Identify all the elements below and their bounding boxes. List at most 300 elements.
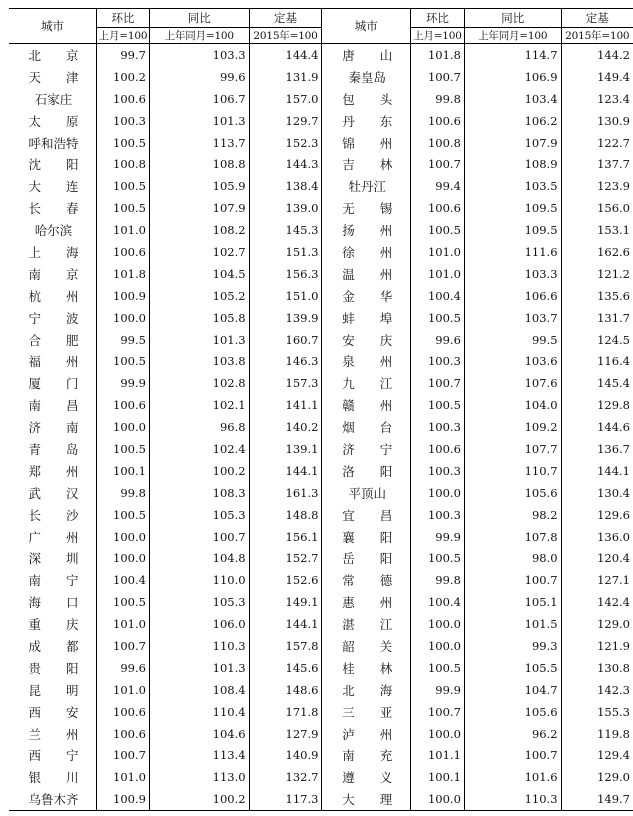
mom-value-right: 100.0 — [410, 482, 464, 504]
table-row — [9, 132, 633, 154]
yoy-value-left: 106.0 — [149, 613, 249, 635]
fixed-value-right: 129.0 — [561, 766, 633, 788]
table-row — [9, 526, 633, 548]
fixed-value-right: 153.1 — [561, 219, 633, 241]
fixed-value-left: 144.1 — [249, 460, 322, 482]
yoy-value-left: 110.3 — [149, 635, 249, 657]
header-row-main — [9, 9, 633, 28]
fixed-value-left: 152.7 — [249, 547, 322, 569]
city-name-left: 郑 州 — [28, 463, 79, 479]
fixed-value-left: 144.3 — [249, 153, 322, 175]
yoy-value-left: 113.7 — [149, 132, 249, 154]
fixed-value-left: 171.8 — [249, 701, 322, 723]
table-row — [9, 197, 633, 219]
mom-value-left: 99.8 — [97, 482, 150, 504]
fixed-value-left: 157.3 — [249, 372, 322, 394]
fixed-value-left: 141.1 — [249, 394, 322, 416]
header-yoy-base-right: 上年同月=100 — [464, 28, 561, 44]
table-row — [9, 547, 633, 569]
city-name-right: 金 华 — [322, 285, 411, 307]
fixed-value-right: 137.7 — [561, 153, 633, 175]
mom-value-left: 100.7 — [97, 745, 150, 767]
city-name-right: 牡丹江 — [322, 175, 411, 197]
mom-value-left: 99.7 — [97, 44, 150, 66]
yoy-value-left: 105.3 — [149, 591, 249, 613]
mom-value-right: 100.7 — [410, 372, 464, 394]
city-name-left: 南 昌 — [28, 398, 79, 414]
yoy-value-left: 101.3 — [149, 657, 249, 679]
mom-value-left: 101.0 — [97, 766, 150, 788]
yoy-value-right: 104.7 — [464, 679, 561, 701]
table-row — [9, 110, 633, 132]
mom-value-left: 100.6 — [97, 723, 150, 745]
mom-value-right: 100.5 — [410, 547, 464, 569]
mom-value-left: 101.0 — [97, 613, 150, 635]
price-index-table-container — [9, 8, 633, 811]
mom-value-left: 100.0 — [97, 307, 150, 329]
city-name-left: 贵 阳 — [28, 660, 79, 676]
city-name-left: 天 津 — [28, 69, 79, 85]
city-name-right: 北 海 — [322, 679, 411, 701]
yoy-value-left: 113.0 — [149, 766, 249, 788]
fixed-value-right: 136.0 — [561, 526, 633, 548]
table-row — [9, 701, 633, 723]
yoy-value-right: 105.6 — [464, 482, 561, 504]
yoy-value-left: 108.4 — [149, 679, 249, 701]
fixed-value-left: 129.7 — [249, 110, 322, 132]
table-row — [9, 679, 633, 701]
fixed-value-left: 144.4 — [249, 44, 322, 66]
city-name-left: 昆 明 — [28, 682, 79, 698]
yoy-value-right: 99.5 — [464, 329, 561, 351]
yoy-value-right: 103.7 — [464, 307, 561, 329]
fixed-value-right: 162.6 — [561, 241, 633, 263]
mom-value-left: 101.0 — [97, 679, 150, 701]
yoy-value-right: 114.7 — [464, 44, 561, 66]
city-name-left: 上 海 — [28, 244, 79, 260]
yoy-value-left: 104.5 — [149, 263, 249, 285]
yoy-value-left: 105.8 — [149, 307, 249, 329]
city-name-left: 青 岛 — [28, 441, 79, 457]
mom-value-left: 100.5 — [97, 350, 150, 372]
city-name-left: 兰 州 — [28, 726, 79, 742]
fixed-value-right: 144.2 — [561, 44, 633, 66]
header-city-left: 城市 — [9, 9, 97, 44]
table-row — [9, 175, 633, 197]
city-name-right: 扬 州 — [322, 219, 411, 241]
fixed-value-left: 160.7 — [249, 329, 322, 351]
mom-value-right: 101.0 — [410, 241, 464, 263]
mom-value-right: 101.0 — [410, 263, 464, 285]
mom-value-right: 100.1 — [410, 766, 464, 788]
yoy-value-left: 108.3 — [149, 482, 249, 504]
yoy-value-left: 102.8 — [149, 372, 249, 394]
yoy-value-left: 103.8 — [149, 350, 249, 372]
table-row — [9, 350, 633, 372]
city-name-left: 长 春 — [28, 201, 79, 217]
mom-value-right: 101.8 — [410, 44, 464, 66]
city-name-left: 大 连 — [28, 179, 79, 195]
header-mom-left: 环比 — [97, 9, 150, 28]
fixed-value-left: 139.9 — [249, 307, 322, 329]
fixed-value-right: 155.3 — [561, 701, 633, 723]
city-name-right: 蚌 埠 — [322, 307, 411, 329]
fixed-value-left: 157.0 — [249, 88, 322, 110]
city-name-right: 无 锡 — [322, 197, 411, 219]
city-name-right: 泸 州 — [322, 723, 411, 745]
mom-value-left: 100.6 — [97, 241, 150, 263]
mom-value-right: 100.0 — [410, 788, 464, 810]
city-name-left: 太 原 — [28, 113, 79, 129]
city-name-left: 呼和浩特 — [28, 135, 79, 151]
mom-value-left: 101.0 — [97, 219, 150, 241]
fixed-value-left: 152.6 — [249, 569, 322, 591]
fixed-value-left: 138.4 — [249, 175, 322, 197]
fixed-value-right: 142.4 — [561, 591, 633, 613]
fixed-value-left: 149.1 — [249, 591, 322, 613]
fixed-value-left: 148.8 — [249, 504, 322, 526]
city-name-right: 烟 台 — [322, 416, 411, 438]
fixed-value-right: 129.4 — [561, 745, 633, 767]
city-name-left: 成 都 — [28, 638, 79, 654]
yoy-value-left: 99.6 — [149, 66, 249, 88]
fixed-value-right: 144.1 — [561, 460, 633, 482]
table-row — [9, 504, 633, 526]
fixed-value-left: 151.3 — [249, 241, 322, 263]
yoy-value-right: 103.3 — [464, 263, 561, 285]
mom-value-right: 100.0 — [410, 635, 464, 657]
yoy-value-left: 100.2 — [149, 788, 249, 810]
fixed-value-right: 136.7 — [561, 438, 633, 460]
fixed-value-right: 131.7 — [561, 307, 633, 329]
yoy-value-right: 107.9 — [464, 132, 561, 154]
city-name-right: 锦 州 — [322, 132, 411, 154]
mom-value-right: 100.5 — [410, 219, 464, 241]
yoy-value-right: 105.1 — [464, 591, 561, 613]
city-name-left: 杭 州 — [28, 288, 79, 304]
mom-value-left: 100.5 — [97, 438, 150, 460]
city-name-right: 遵 义 — [322, 766, 411, 788]
header-fixed-left: 定基 — [249, 9, 322, 28]
yoy-value-right: 101.5 — [464, 613, 561, 635]
mom-value-left: 100.4 — [97, 569, 150, 591]
table-row — [9, 416, 633, 438]
fixed-value-right: 116.4 — [561, 350, 633, 372]
mom-value-left: 101.8 — [97, 263, 150, 285]
table-row — [9, 88, 633, 110]
yoy-value-right: 109.2 — [464, 416, 561, 438]
fixed-value-right: 120.4 — [561, 547, 633, 569]
yoy-value-right: 96.2 — [464, 723, 561, 745]
header-mom-right: 环比 — [410, 9, 464, 28]
table-row — [9, 613, 633, 635]
yoy-value-right: 104.0 — [464, 394, 561, 416]
yoy-value-right: 107.8 — [464, 526, 561, 548]
city-name-right: 赣 州 — [322, 394, 411, 416]
fixed-value-right: 121.9 — [561, 635, 633, 657]
mom-value-right: 100.4 — [410, 285, 464, 307]
mom-value-left: 100.5 — [97, 591, 150, 613]
header-yoy-base-left: 上年同月=100 — [149, 28, 249, 44]
fixed-value-left: 140.2 — [249, 416, 322, 438]
mom-value-left: 100.6 — [97, 701, 150, 723]
yoy-value-left: 108.2 — [149, 219, 249, 241]
mom-value-right: 100.3 — [410, 460, 464, 482]
mom-value-right: 99.9 — [410, 679, 464, 701]
header-row-base — [9, 28, 633, 44]
header-fixed-right: 定基 — [561, 9, 633, 28]
mom-value-right: 100.6 — [410, 110, 464, 132]
table-row — [9, 285, 633, 307]
yoy-value-right: 110.3 — [464, 788, 561, 810]
header-mom-base-left: 上月=100 — [97, 28, 150, 44]
mom-value-left: 100.0 — [97, 526, 150, 548]
mom-value-right: 100.6 — [410, 197, 464, 219]
yoy-value-right: 98.2 — [464, 504, 561, 526]
fixed-value-right: 149.7 — [561, 788, 633, 810]
fixed-value-left: 156.1 — [249, 526, 322, 548]
yoy-value-right: 105.6 — [464, 701, 561, 723]
yoy-value-right: 98.0 — [464, 547, 561, 569]
mom-value-left: 100.3 — [97, 110, 150, 132]
mom-value-right: 100.5 — [410, 307, 464, 329]
mom-value-left: 99.5 — [97, 329, 150, 351]
city-name-right: 岳 阳 — [322, 547, 411, 569]
yoy-value-left: 101.3 — [149, 329, 249, 351]
yoy-value-left: 105.2 — [149, 285, 249, 307]
fixed-value-right: 129.8 — [561, 394, 633, 416]
yoy-value-left: 110.4 — [149, 701, 249, 723]
fixed-value-left: 156.3 — [249, 263, 322, 285]
yoy-value-left: 102.1 — [149, 394, 249, 416]
city-name-left: 沈 阳 — [28, 157, 79, 173]
city-name-left: 海 口 — [28, 595, 79, 611]
mom-value-right: 100.4 — [410, 591, 464, 613]
fixed-value-left: 140.9 — [249, 745, 322, 767]
fixed-value-right: 122.7 — [561, 132, 633, 154]
mom-value-right: 100.5 — [410, 394, 464, 416]
city-price-index-table — [9, 8, 633, 811]
yoy-value-left: 104.8 — [149, 547, 249, 569]
yoy-value-right: 106.2 — [464, 110, 561, 132]
city-name-left: 西 安 — [28, 704, 79, 720]
city-name-right: 秦皇岛 — [322, 66, 411, 88]
yoy-value-right: 109.5 — [464, 219, 561, 241]
mom-value-left: 100.6 — [97, 394, 150, 416]
city-name-right: 惠 州 — [322, 591, 411, 613]
yoy-value-left: 107.9 — [149, 197, 249, 219]
fixed-value-right: 144.6 — [561, 416, 633, 438]
table-row — [9, 482, 633, 504]
city-name-left: 南 京 — [28, 266, 79, 282]
fixed-value-left: 152.3 — [249, 132, 322, 154]
fixed-value-left: 151.0 — [249, 285, 322, 307]
table-row — [9, 263, 633, 285]
header-fixed-base-right: 2015年=100 — [561, 28, 633, 44]
yoy-value-left: 113.4 — [149, 745, 249, 767]
fixed-value-left: 127.9 — [249, 723, 322, 745]
city-name-right: 常 德 — [322, 569, 411, 591]
city-name-right: 韶 关 — [322, 635, 411, 657]
city-name-right: 大 理 — [322, 788, 411, 810]
fixed-value-left: 145.6 — [249, 657, 322, 679]
city-name-right: 洛 阳 — [322, 460, 411, 482]
table-row — [9, 153, 633, 175]
mom-value-left: 100.9 — [97, 788, 150, 810]
fixed-value-right: 135.6 — [561, 285, 633, 307]
mom-value-right: 99.9 — [410, 526, 464, 548]
fixed-value-left: 144.1 — [249, 613, 322, 635]
fixed-value-left: 132.7 — [249, 766, 322, 788]
mom-value-left: 100.0 — [97, 547, 150, 569]
mom-value-left: 100.7 — [97, 635, 150, 657]
mom-value-left: 100.6 — [97, 88, 150, 110]
yoy-value-right: 100.7 — [464, 569, 561, 591]
city-name-right: 吉 林 — [322, 153, 411, 175]
table-row — [9, 745, 633, 767]
fixed-value-right: 145.4 — [561, 372, 633, 394]
yoy-value-right: 103.4 — [464, 88, 561, 110]
city-name-right: 襄 阳 — [322, 526, 411, 548]
city-name-right: 湛 江 — [322, 613, 411, 635]
yoy-value-left: 102.7 — [149, 241, 249, 263]
city-name-left: 西 宁 — [28, 748, 79, 764]
mom-value-right: 101.1 — [410, 745, 464, 767]
city-name-left: 广 州 — [28, 529, 79, 545]
city-name-right: 丹 东 — [322, 110, 411, 132]
table-row — [9, 766, 633, 788]
city-name-right: 温 州 — [322, 263, 411, 285]
city-name-left: 武 汉 — [28, 485, 79, 501]
table-row — [9, 241, 633, 263]
mom-value-right: 100.0 — [410, 723, 464, 745]
fixed-value-right: 123.9 — [561, 175, 633, 197]
fixed-value-left: 148.6 — [249, 679, 322, 701]
yoy-value-right: 99.3 — [464, 635, 561, 657]
mom-value-left: 99.9 — [97, 372, 150, 394]
city-name-left: 合 肥 — [28, 332, 79, 348]
city-name-right: 济 宁 — [322, 438, 411, 460]
fixed-value-left: 117.3 — [249, 788, 322, 810]
table-row — [9, 788, 633, 810]
yoy-value-right: 106.9 — [464, 66, 561, 88]
fixed-value-right: 127.1 — [561, 569, 633, 591]
mom-value-left: 100.5 — [97, 175, 150, 197]
fixed-value-right: 129.0 — [561, 613, 633, 635]
mom-value-left: 100.2 — [97, 66, 150, 88]
table-row — [9, 307, 633, 329]
yoy-value-left: 102.4 — [149, 438, 249, 460]
city-name-right: 桂 林 — [322, 657, 411, 679]
table-row — [9, 723, 633, 745]
fixed-value-left: 157.8 — [249, 635, 322, 657]
yoy-value-right: 105.5 — [464, 657, 561, 679]
city-name-right: 泉 州 — [322, 350, 411, 372]
yoy-value-right: 103.5 — [464, 175, 561, 197]
city-name-right: 九 江 — [322, 372, 411, 394]
yoy-value-right: 108.9 — [464, 153, 561, 175]
yoy-value-left: 101.3 — [149, 110, 249, 132]
header-fixed-base-left: 2015年=100 — [249, 28, 322, 44]
table-row — [9, 66, 633, 88]
mom-value-left: 99.6 — [97, 657, 150, 679]
city-name-right: 徐 州 — [322, 241, 411, 263]
yoy-value-left: 100.2 — [149, 460, 249, 482]
fixed-value-right: 130.8 — [561, 657, 633, 679]
mom-value-right: 100.3 — [410, 504, 464, 526]
table-row — [9, 569, 633, 591]
yoy-value-right: 103.6 — [464, 350, 561, 372]
city-name-left: 重 庆 — [28, 617, 79, 633]
yoy-value-right: 110.7 — [464, 460, 561, 482]
city-name-left: 深 圳 — [28, 551, 79, 567]
mom-value-right: 100.0 — [410, 613, 464, 635]
mom-value-right: 99.8 — [410, 88, 464, 110]
yoy-value-left: 108.8 — [149, 153, 249, 175]
mom-value-left: 100.5 — [97, 504, 150, 526]
table-body — [9, 9, 633, 811]
yoy-value-left: 103.3 — [149, 44, 249, 66]
table-row — [9, 394, 633, 416]
mom-value-left: 100.5 — [97, 132, 150, 154]
yoy-value-right: 107.7 — [464, 438, 561, 460]
table-row — [9, 44, 633, 66]
yoy-value-left: 104.6 — [149, 723, 249, 745]
city-name-right: 南 充 — [322, 745, 411, 767]
city-name-left: 福 州 — [28, 354, 79, 370]
fixed-value-left: 145.3 — [249, 219, 322, 241]
mom-value-left: 100.1 — [97, 460, 150, 482]
fixed-value-right: 130.9 — [561, 110, 633, 132]
yoy-value-right: 111.6 — [464, 241, 561, 263]
mom-value-right: 100.8 — [410, 132, 464, 154]
header-city-right: 城市 — [322, 9, 411, 44]
mom-value-left: 100.5 — [97, 197, 150, 219]
city-name-left: 长 沙 — [28, 507, 79, 523]
yoy-value-left: 106.7 — [149, 88, 249, 110]
fixed-value-left: 139.0 — [249, 197, 322, 219]
table-row — [9, 329, 633, 351]
fixed-value-right: 130.4 — [561, 482, 633, 504]
table-row — [9, 460, 633, 482]
mom-value-right: 100.7 — [410, 66, 464, 88]
fixed-value-right: 124.5 — [561, 329, 633, 351]
fixed-value-right: 119.8 — [561, 723, 633, 745]
fixed-value-left: 139.1 — [249, 438, 322, 460]
mom-value-left: 100.9 — [97, 285, 150, 307]
city-name-right: 唐 山 — [322, 44, 411, 66]
city-name-left: 银 川 — [28, 770, 79, 786]
city-name-right: 平顶山 — [322, 482, 411, 504]
yoy-value-right: 106.6 — [464, 285, 561, 307]
yoy-value-right: 101.6 — [464, 766, 561, 788]
city-name-right: 宜 昌 — [322, 504, 411, 526]
city-name-left: 济 南 — [28, 420, 79, 436]
header-yoy-left: 同比 — [149, 9, 249, 28]
yoy-value-left: 96.8 — [149, 416, 249, 438]
fixed-value-right: 142.3 — [561, 679, 633, 701]
city-name-left: 北 京 — [28, 47, 79, 63]
mom-value-right: 99.4 — [410, 175, 464, 197]
city-name-right: 包 头 — [322, 88, 411, 110]
mom-value-right: 100.6 — [410, 438, 464, 460]
yoy-value-left: 100.7 — [149, 526, 249, 548]
fixed-value-left: 161.3 — [249, 482, 322, 504]
city-name-left: 乌鲁木齐 — [9, 788, 97, 810]
mom-value-right: 100.5 — [410, 657, 464, 679]
mom-value-left: 100.8 — [97, 153, 150, 175]
mom-value-right: 99.8 — [410, 569, 464, 591]
